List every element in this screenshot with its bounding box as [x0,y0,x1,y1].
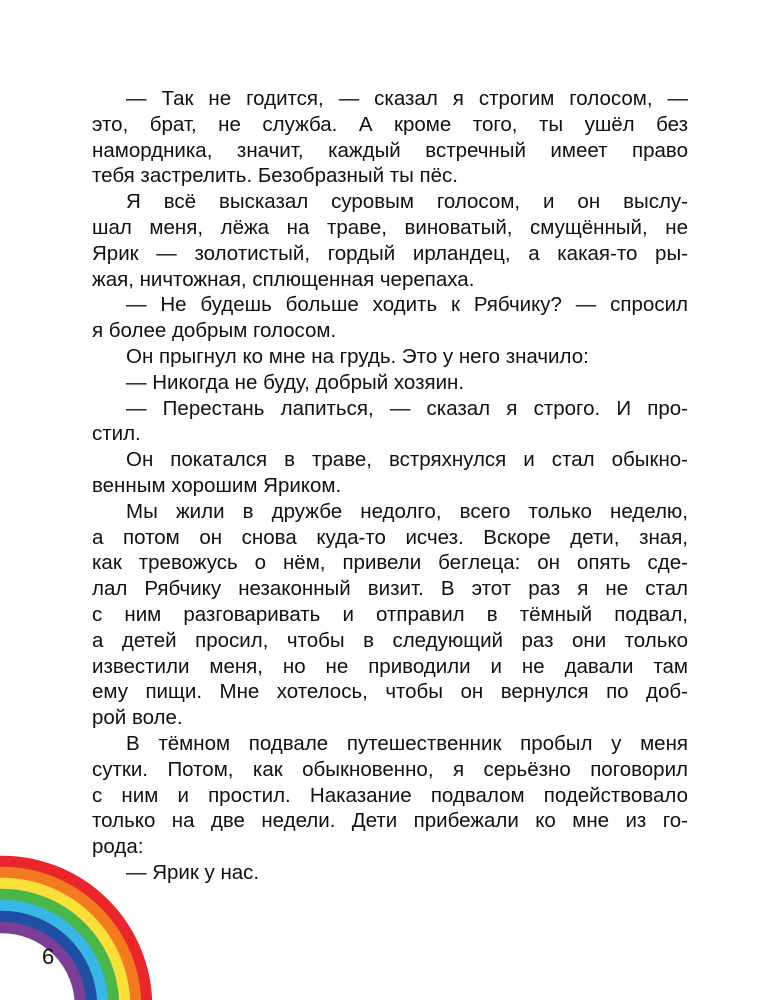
text-line: ему пищи. Мне хотелось, чтобы он вернулся по доб- [92,680,688,704]
text-line: только на две недели. Дети прибежали ко мне из го- [92,809,688,833]
text-line: это, брат, не служба. А кроме того, ты ушёл без [92,112,688,136]
text-line: а детей просил, чтобы в следующий раз они только [92,628,688,652]
text-line: — Не будешь больше ходить к Рябчику? — спросил [126,293,688,317]
rainbow-illustration [0,848,160,1000]
text-line: как тревожусь о нём, привели беглеца: он опять сде- [92,551,688,575]
text-line: — Ярик у нас. [126,860,260,884]
text-line: а потом он снова куда-то исчез. Вскоре дети, зная, [92,525,688,549]
text-line: Ярик — золотистый, гордый ирландец, а какая-то ры- [92,241,688,265]
text-line: жая, ничтожная, сплющенная черепаха. [92,267,475,291]
text-line: — Никогда не буду, добрый хозяин. [126,370,465,394]
text-line: — Так не годится, — сказал я строгим голосом, — [126,87,688,110]
text-line: венным хорошим Яриком. [92,473,342,497]
text-line: сутки. Потом, как обыкновенно, я серьёзно поговорил [92,757,688,781]
text-line: стил. [92,422,141,446]
text-line: рой воле. [92,706,183,730]
text-line: я более добрым голосом. [92,319,337,343]
text-line: тебя застрелить. Безобразный ты пёс. [92,164,459,188]
text-line: Мы жили в дружбе недолго, всего только неделю, [126,499,688,523]
text-line: известили меня, но не приводили и не давали там [92,654,688,678]
text-line: лал Рябчику незаконный визит. В этот раз я не стал [92,577,688,601]
text-line: Он покатался в траве, встряхнулся и стал обыкно- [126,448,688,472]
text-line: с ним разговаривать и отправил в тёмный подвал, [92,602,688,626]
text-line: рода: [92,835,144,859]
text-line: Я всё высказал суровым голосом, и он выслу- [126,190,688,214]
page-number: 6 [42,944,55,969]
story-text [92,86,688,886]
text-line: Он прыгнул ко мне на грудь. Это у него значило: [126,344,589,368]
text-line: — Перестань лапиться, — сказал я строго. И про- [126,396,688,420]
text-line: с ним и простил. Наказание подвалом подействовало [92,783,688,807]
text-line: В тёмном подвале путешественник пробыл у меня [126,731,688,755]
text-line: шал меня, лёжа на траве, виноватый, смущённый, не [92,215,688,239]
text-line: намордника, значит, каждый встречный имеет право [92,138,688,162]
